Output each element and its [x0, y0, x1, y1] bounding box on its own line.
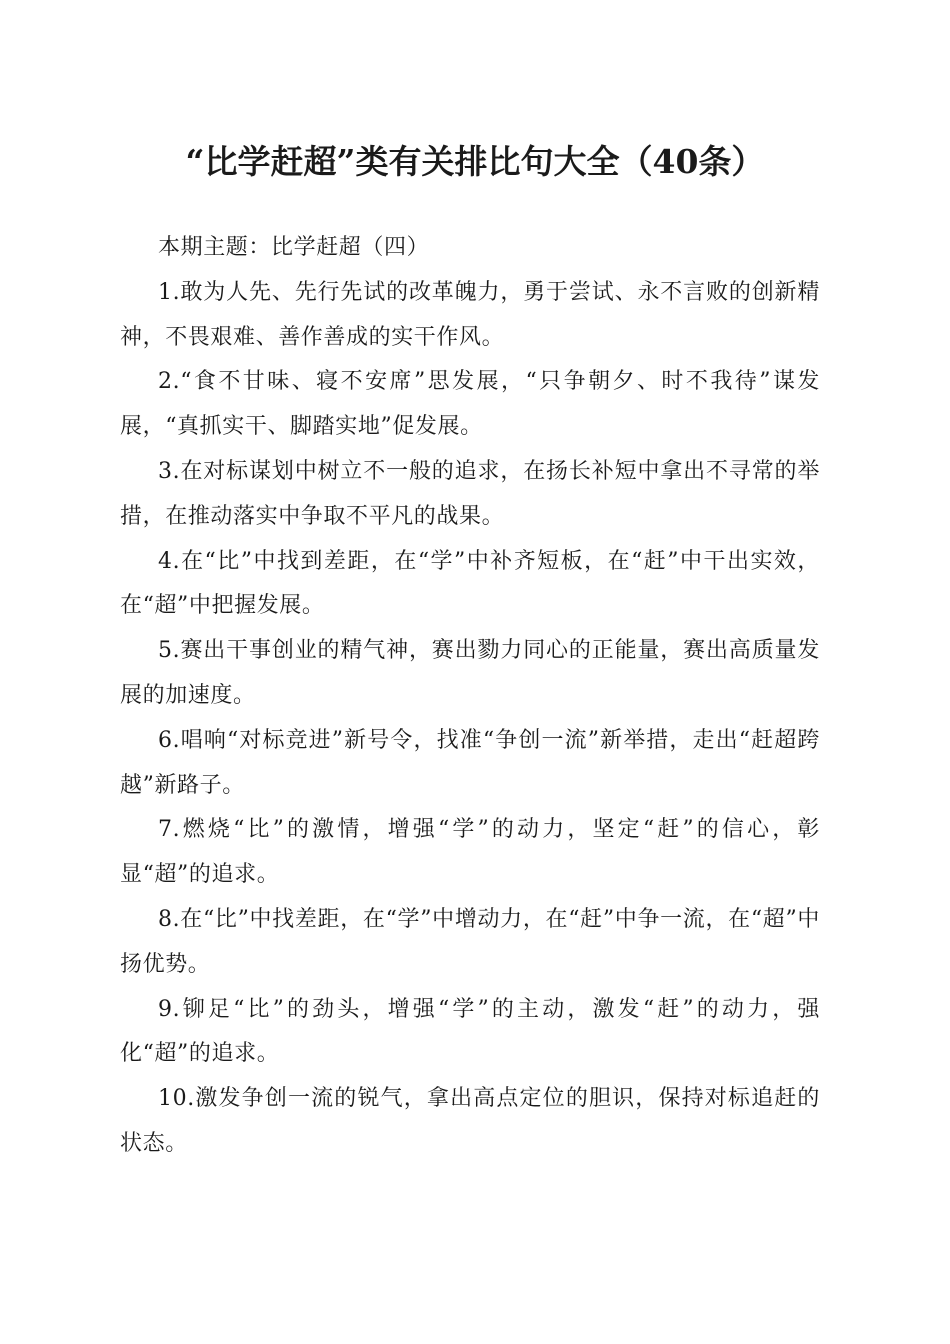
item-text: 赛出干事创业的精气神，赛出勠力同心的正能量，赛出高质量发展的加速度。 [120, 638, 820, 708]
item-number: 6. [158, 727, 181, 753]
list-item [120, 450, 820, 540]
list-item [120, 629, 820, 719]
item-text: 在对标谋划中树立不一般的追求，在扬长补短中拿出不寻常的举措，在推动落实中争取不平凡的战果。 [120, 458, 820, 529]
list-item [120, 719, 820, 809]
item-number: 2. [158, 369, 181, 395]
item-number: 4. [158, 548, 181, 574]
item-text: 敢为人先、先行先试的改革魄力，勇于尝试、永不言败的创新精神，不畏艰难、善作善成的实干作风。 [120, 279, 820, 350]
item-text: 激发争创一流的锐气，拿出高点定位的胆识，保持对标追赶的状态。 [120, 1086, 820, 1156]
document-subtitle: 本期主题：比学赶超（四） [158, 235, 430, 260]
list-item [120, 360, 820, 450]
item-number: 7. [158, 817, 181, 843]
list-item [120, 540, 820, 630]
item-text: “食不甘味、寝不安席”思发展，“只争朝夕、时不我待”谋发展，“真抓实干、脚踏实地”促发展。 [120, 369, 820, 440]
document-body [120, 226, 820, 1167]
item-text: 铆足“比”的劲头，增强“学”的主动，激发“赶”的动力，强化“超”的追求。 [120, 996, 820, 1067]
item-text: 在“比”中找到差距，在“学”中补齐短板，在“赶”中干出实效，在“超”中把握发展。 [120, 548, 820, 619]
item-number: 1. [158, 279, 181, 305]
item-number: 3. [158, 458, 181, 484]
item-number: 8. [158, 906, 181, 932]
list-item [120, 808, 820, 898]
item-text: 在“比”中找差距，在“学”中增动力，在“赶”中争一流，在“超”中扬优势。 [120, 906, 820, 977]
list-item [120, 1077, 820, 1167]
item-number: 10. [158, 1086, 195, 1112]
document-title: “比学赶超”类有关排比句大全（40条） [185, 142, 765, 181]
item-number: 9. [158, 996, 181, 1022]
item-text: 唱响“对标竞进”新号令，找准“争创一流”新举措，走出“赶超跨越”新路子。 [120, 727, 820, 798]
item-text: 燃烧“比”的激情，增强“学”的动力，坚定“赶”的信心，彰显“超”的追求。 [120, 817, 820, 888]
list-item [120, 898, 820, 988]
list-item [120, 988, 820, 1078]
list-item [120, 271, 820, 361]
item-number: 5. [158, 638, 181, 664]
